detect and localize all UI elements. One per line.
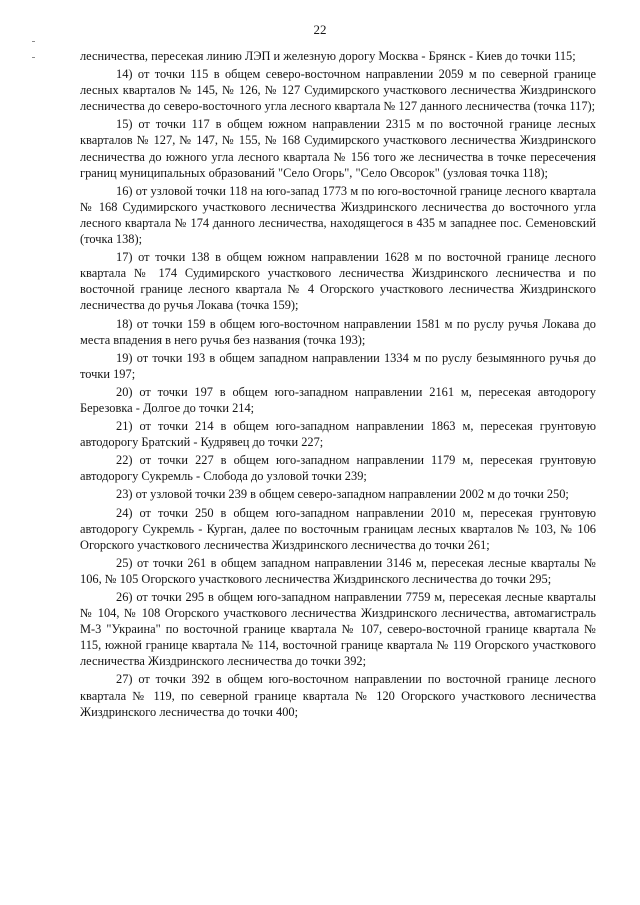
paragraph-item-16: 16) от узловой точки 118 на юго-запад 1773 м по юго-восточной границе лесного квартала № 168 Судимирского участкового лесничества Жиздринского лесничества до восточного угла лесного квартала № 174 данного лесничества, находящегося в 435 м западнее пос. Семеновский (точка 138); (80, 183, 596, 247)
paragraph-item-25: 25) от точки 261 в общем западном направлении 3146 м, пересекая лесные кварталы № 106, № 105 Огорского участкового лесничества Жиздринского лесничества до точки 295; (80, 555, 596, 586)
paragraph-item-14: 14) от точки 115 в общем северо-восточном направлении 2059 м по северной границе лесных кварталов № 145, № 126, № 127 Судимирского участкового лесничества Жиздринского лесничества до северо-восточного угла лесного квартала № 127 данного лесничества (точка 117); (80, 67, 596, 114)
margin-mark (32, 41, 35, 42)
paragraph-item-19: 19) от точки 193 в общем западном направлении 1334 м по руслу безымянного ручья до точки 197; (80, 350, 596, 381)
margin-mark (32, 57, 35, 58)
paragraph-item-27: 27) от точки 392 в общем юго-восточном направлении по восточной границе лесного квартала № 119, по северной границе квартала № 120 Огорского участкового лесничества Жиздринского лесничества до точки 400; (80, 672, 596, 719)
paragraph-item-24: 24) от точки 250 в общем юго-западном направлении 2010 м, пересекая грунтовую автодорогу Сукремль - Курган, далее по восточным границам лесных кварталов № 103, № 106 Огорского участкового лесничества Жиздринского лесничества до точки 261; (80, 505, 596, 552)
document-body (80, 48, 596, 722)
paragraph-item-21: 21) от точки 214 в общем юго-западном направлении 1863 м, пересекая грунтовую автодорогу Братский - Кудрявец до точки 227; (80, 419, 596, 450)
paragraph-item-23: 23) от узловой точки 239 в общем северо-западном направлении 2002 м до точки 250; (116, 487, 569, 502)
paragraph-continuation: лесничества, пересекая линию ЛЭП и железную дорогу Москва - Брянск - Киев до точки 115; (80, 49, 576, 63)
paragraph-item-20: 20) от точки 197 в общем юго-западном направлении 2161 м, пересекая автодорогу Березовка - Долгое до точки 214; (80, 384, 596, 415)
paragraph-item-15: 15) от точки 117 в общем южном направлении 2315 м по восточной границе лесных кварталов № 127, № 147, № 155, № 168 Судимирского участкового лесничества Жиздринского лесничества до южного угла лесного квартала № 156 того же лесничества в точке пересечения границ муниципальных образований "Село Огорь", "Село Овсорок" (узловая точка 118); (80, 117, 596, 180)
paragraph-item-22: 22) от точки 227 в общем юго-западном направлении 1179 м, пересекая грунтовую автодорогу Сукремль - Слобода до узловой точки 239; (80, 453, 596, 484)
paragraph-item-26: 26) от точки 295 в общем юго-западном направлении 7759 м, пересекая лесные кварталы № 104, № 108 Огорского участкового лесничества Жиздринского лесничества, автомагистраль М-3 "Украина" по восточной границе квартала № 107, северо-восточной границе квартала № 115, южной границе квартала № 114, восточной границе квартала № 119 Огорского участкового лесничества Жиздринского лесничества до точки 392; (80, 590, 596, 669)
paragraph-item-18: 18) от точки 159 в общем юго-восточном направлении 1581 м по руслу ручья Локава до места впадения в него ручья без названия (точка 193); (80, 316, 596, 347)
page-number: 22 (313, 22, 327, 37)
paragraph-item-17: 17) от точки 138 в общем южном направлении 1628 м по восточной границе лесного квартала № 174 Судимирского участкового лесничества Жиздринского лесничества и по восточной границе лесного квартала № 4 Огорского участкового лесничества Жиздринского лесничества до ручья Локава (точка 159); (80, 250, 596, 313)
